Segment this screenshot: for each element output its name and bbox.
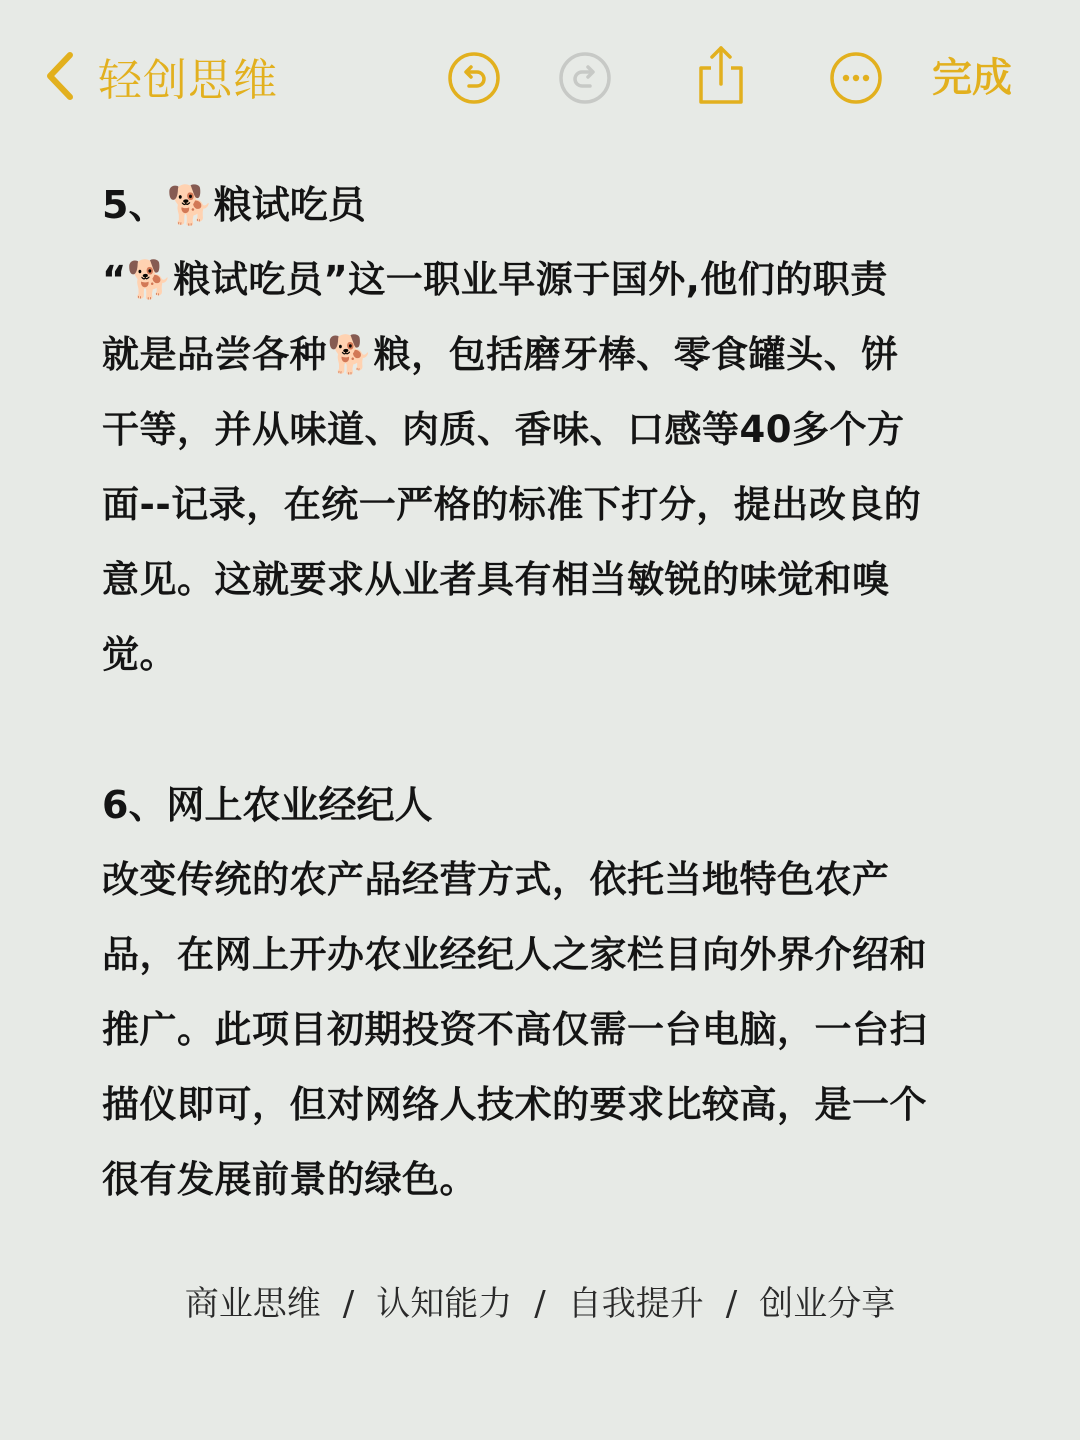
paragraph-line: 很有发展前景的绿色。 — [102, 1158, 477, 1201]
blank-line — [102, 692, 992, 768]
section-paragraph — [102, 242, 992, 692]
footer-tags — [0, 1276, 1080, 1325]
footer-tag: 自我提升 — [567, 1284, 704, 1324]
more-icon — [828, 50, 884, 106]
tag-separator: / — [725, 1284, 738, 1324]
paragraph-line: 改变传统的农产品经营方式，依托当地特色农产 — [102, 858, 890, 901]
back-label: 轻创思维 — [98, 55, 278, 106]
footer-tag: 创业分享 — [759, 1284, 896, 1324]
footer-tag: 认知能力 — [376, 1284, 513, 1324]
paragraph-line: 意见。这就要求从业者具有相当敏锐的味觉和嗅 — [102, 558, 890, 601]
section-6 — [102, 768, 992, 1217]
section-5 — [102, 168, 992, 692]
paragraph-line: 觉。 — [102, 633, 177, 676]
chevron-left-icon — [40, 49, 80, 103]
share-button[interactable] — [693, 44, 749, 108]
share-icon — [693, 44, 749, 108]
section-heading: 6、网上农业经纪人 — [102, 783, 433, 827]
more-button[interactable] — [828, 50, 884, 106]
tag-separator: / — [534, 1284, 546, 1324]
note-toolbar — [0, 0, 1080, 150]
paragraph-line: “🐕粮试吃员”这一职业早源于国外,他们的职责 — [102, 258, 888, 301]
paragraph-line: 面--记录，在统一严格的标准下打分，提出改良的 — [102, 483, 922, 526]
undo-icon — [446, 50, 502, 106]
paragraph-line: 就是品尝各种🐕粮，包括磨牙棒、零食罐头、饼 — [102, 333, 899, 376]
paragraph-line: 干等，并从味道、肉质、香味、口感等40多个方 — [102, 408, 905, 451]
done-button[interactable]: 完成 — [932, 55, 1012, 101]
redo-icon — [557, 50, 613, 106]
section-paragraph — [102, 842, 992, 1217]
redo-button[interactable] — [557, 50, 613, 106]
section-heading: 5、🐕粮试吃员 — [102, 183, 366, 227]
paragraph-line: 推广。此项目初期投资不高仅需一台电脑，一台扫 — [102, 1008, 927, 1051]
tag-separator: / — [342, 1284, 355, 1324]
note-body[interactable] — [102, 168, 992, 1217]
paragraph-line: 品，在网上开办农业经纪人之家栏目向外界介绍和 — [102, 933, 927, 976]
footer-tag: 商业思维 — [184, 1284, 321, 1324]
undo-button[interactable] — [446, 50, 502, 106]
back-button[interactable] — [40, 44, 278, 108]
paragraph-line: 描仪即可，但对网络人技术的要求比较高，是一个 — [102, 1083, 927, 1126]
